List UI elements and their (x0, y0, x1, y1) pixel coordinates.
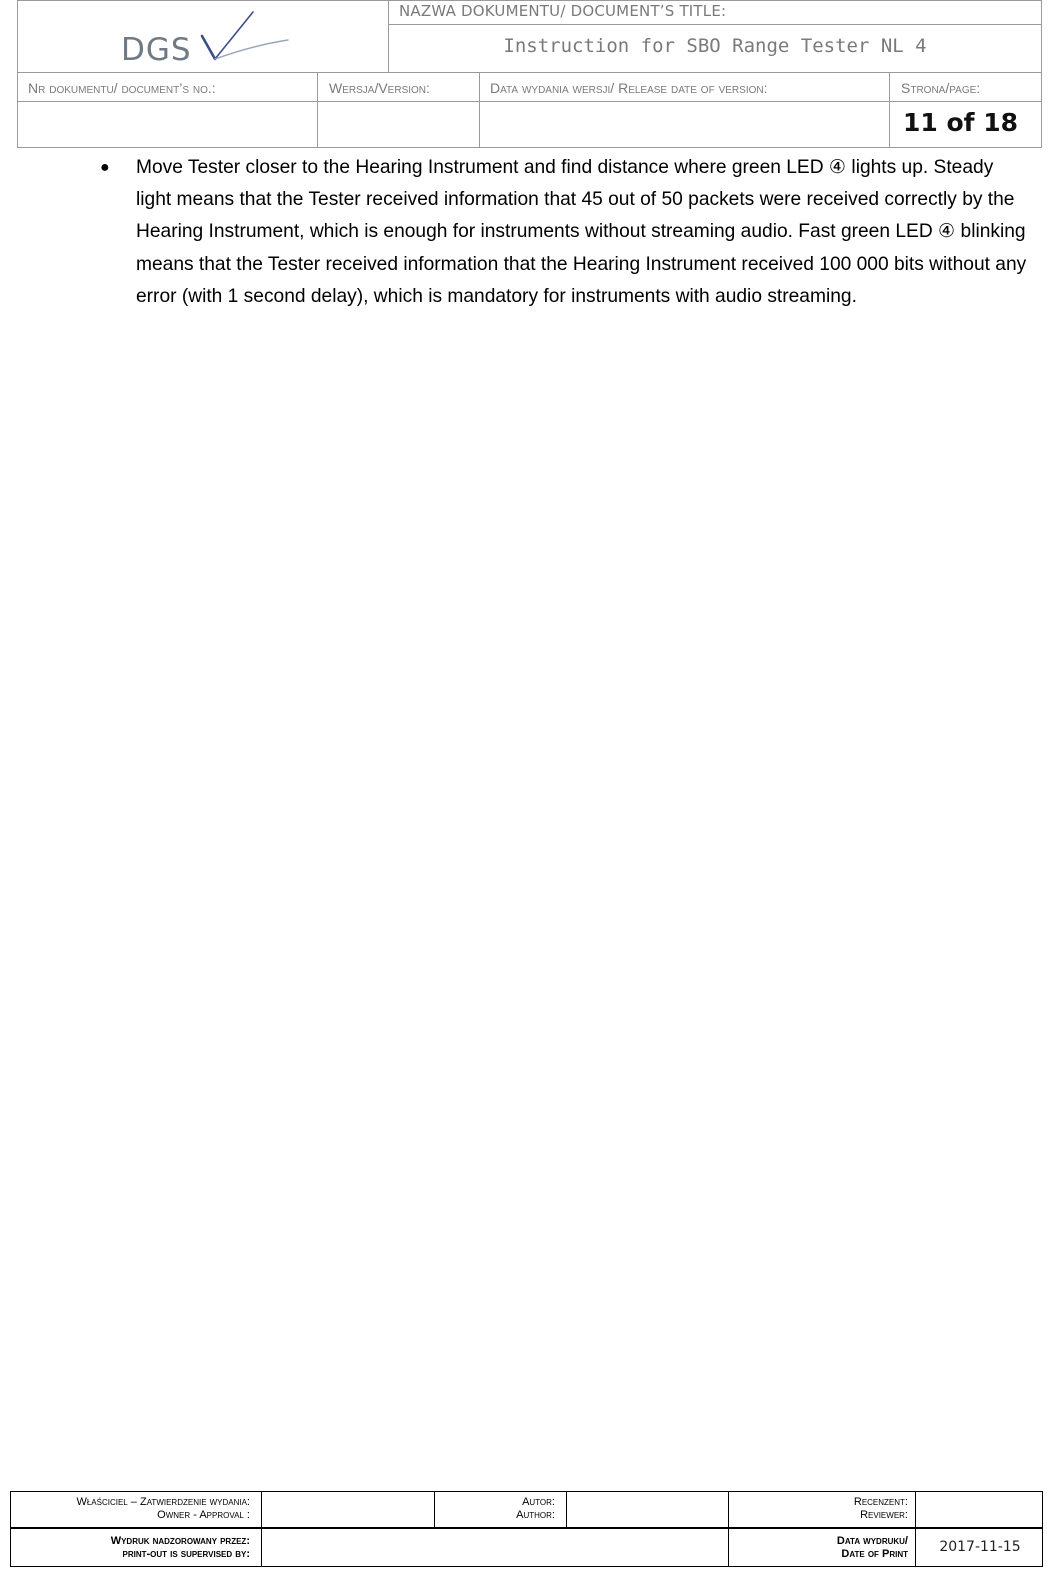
version-value-cell (317, 101, 480, 148)
bullet-list (98, 152, 1028, 313)
company-logo: DGS (121, 32, 192, 68)
print-date-label (733, 1535, 908, 1561)
footer-divider (566, 1491, 567, 1529)
author-label-en: Author: (516, 1509, 555, 1521)
supervised-by-label (14, 1535, 250, 1561)
page-label: Strona/page: (901, 80, 981, 96)
footer-divider (434, 1491, 435, 1529)
owner-label (14, 1496, 250, 1522)
author-label-pl: Autor: (522, 1496, 555, 1508)
footer-divider (915, 1491, 916, 1567)
doc-no-value-cell (17, 101, 318, 148)
footer-divider (728, 1491, 729, 1567)
document-title-label: NAZWA DOKUMENTU/ DOCUMENT’S TITLE: (399, 2, 727, 20)
release-date-value-cell (479, 101, 890, 148)
print-date-label-pl: Data wydruku/ (836, 1535, 908, 1547)
release-date-label: Data wydania wersji/ Release date of version: (490, 80, 768, 96)
owner-label-pl: Właściciel – Zatwierdzenie wydania: (76, 1496, 250, 1508)
reviewer-label-pl: Recenzent: (853, 1496, 908, 1508)
list-item (98, 152, 1028, 313)
reviewer-label-en: Reviewer: (860, 1509, 908, 1521)
document-number-label: Nr dokumentu/ document’s no.: (28, 80, 216, 96)
supervised-label-pl: Wydruk nadzorowany przez: (110, 1535, 250, 1547)
document-body (98, 152, 1028, 313)
print-date-label-en: Date of Print (841, 1548, 908, 1560)
supervised-label-en: print-out is supervised by: (122, 1548, 250, 1560)
bullet-icon: ● (100, 159, 110, 176)
reviewer-label (733, 1496, 908, 1522)
document-title: Instruction for SBO Range Tester NL 4 (503, 35, 927, 57)
owner-label-en: Owner - Approval : (157, 1509, 250, 1521)
checkmark-logo-icon (200, 10, 292, 66)
version-label: Wersja/Version: (329, 80, 430, 96)
author-label (440, 1496, 555, 1522)
page-number: 11 of 18 (903, 108, 1019, 137)
footer-divider (261, 1491, 262, 1567)
list-item-text: Move Tester closer to the Hearing Instrument and find distance where green LED ④ lights up. Steady light means that the Tester received information that 45 out of 50 packets were received correctly by the Hearing Instrument, which is enough for instruments without streaming audio. Fast green LED ④ blinking means that the Tester received information that the Hearing Instrument received 100 000 bits without any error (with 1 second delay), which is mandatory for instruments with audio streaming. (136, 157, 1027, 307)
print-date-value: 2017-11-15 (939, 1539, 1021, 1555)
